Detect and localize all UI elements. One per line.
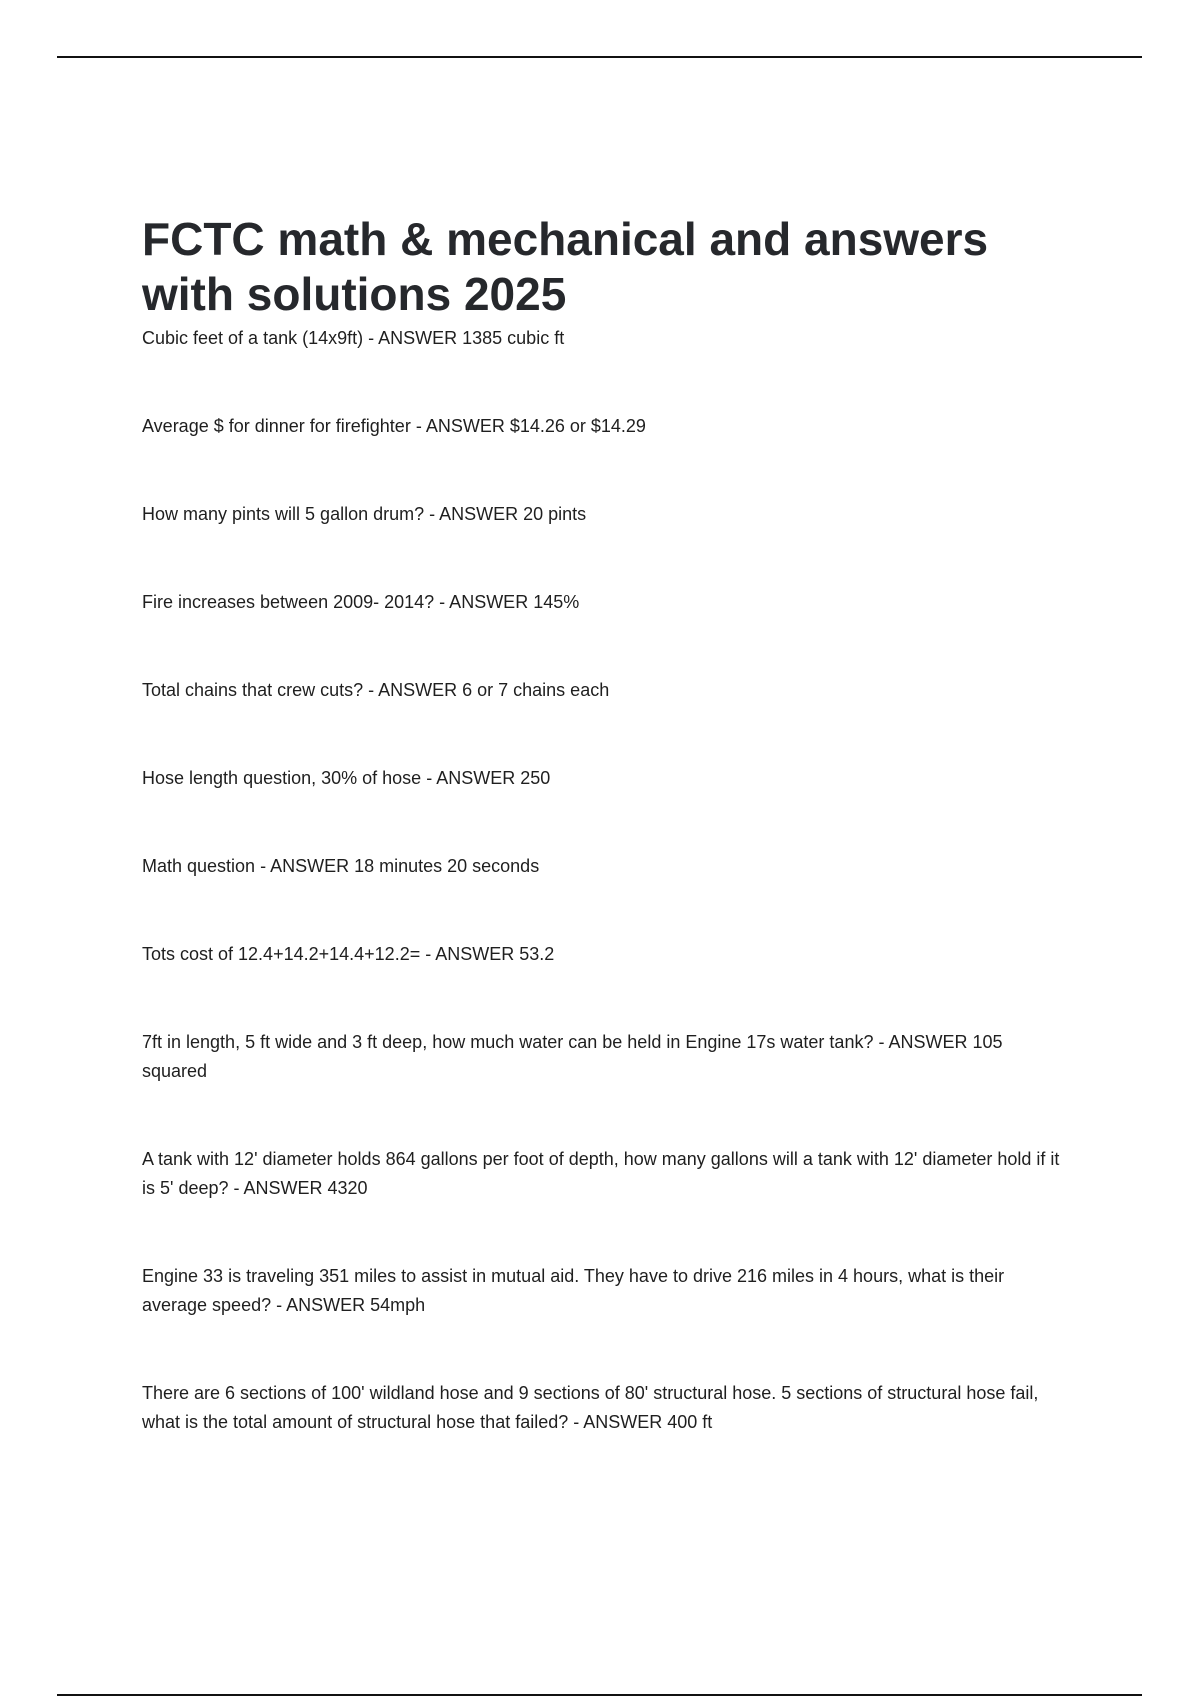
qa-item: Hose length question, 30% of hose - ANSWER 250 bbox=[142, 768, 551, 788]
qa-item: Engine 33 is traveling 351 miles to assist in mutual aid. They have to drive 216 miles in 4 hours, what is their average speed? - ANSWER 54mph bbox=[142, 1266, 1005, 1315]
header-rule bbox=[57, 56, 1142, 58]
footer-rule bbox=[57, 1694, 1142, 1696]
document-content bbox=[142, 212, 1062, 1437]
qa-list bbox=[142, 324, 1062, 1437]
qa-item: Tots cost of 12.4+14.2+14.4+12.2= - ANSWER 53.2 bbox=[142, 944, 555, 964]
qa-item: Average $ for dinner for firefighter - ANSWER $14.26 or $14.29 bbox=[142, 416, 646, 436]
qa-item: Fire increases between 2009- 2014? - ANSWER 145% bbox=[142, 592, 580, 612]
qa-item: Math question - ANSWER 18 minutes 20 seconds bbox=[142, 856, 540, 876]
qa-item: There are 6 sections of 100' wildland hose and 9 sections of 80' structural hose. 5 sections of structural hose fail, what is the total amount of structural hose that failed? - ANSWER 400 ft bbox=[142, 1383, 1039, 1432]
qa-item: Total chains that crew cuts? - ANSWER 6 or 7 chains each bbox=[142, 680, 610, 700]
qa-item: How many pints will 5 gallon drum? - ANSWER 20 pints bbox=[142, 504, 587, 524]
qa-item: 7ft in length, 5 ft wide and 3 ft deep, how much water can be held in Engine 17s water tank? - ANSWER 105 squared bbox=[142, 1032, 1003, 1081]
document-title: FCTC math & mechanical and answers with solutions 2025 bbox=[142, 213, 989, 320]
qa-item: A tank with 12' diameter holds 864 gallons per foot of depth, how many gallons will a tank with 12' diameter hold if it is 5' deep? - ANSWER 4320 bbox=[142, 1149, 1060, 1198]
qa-item: Cubic feet of a tank (14x9ft) - ANSWER 1385 cubic ft bbox=[142, 328, 565, 348]
